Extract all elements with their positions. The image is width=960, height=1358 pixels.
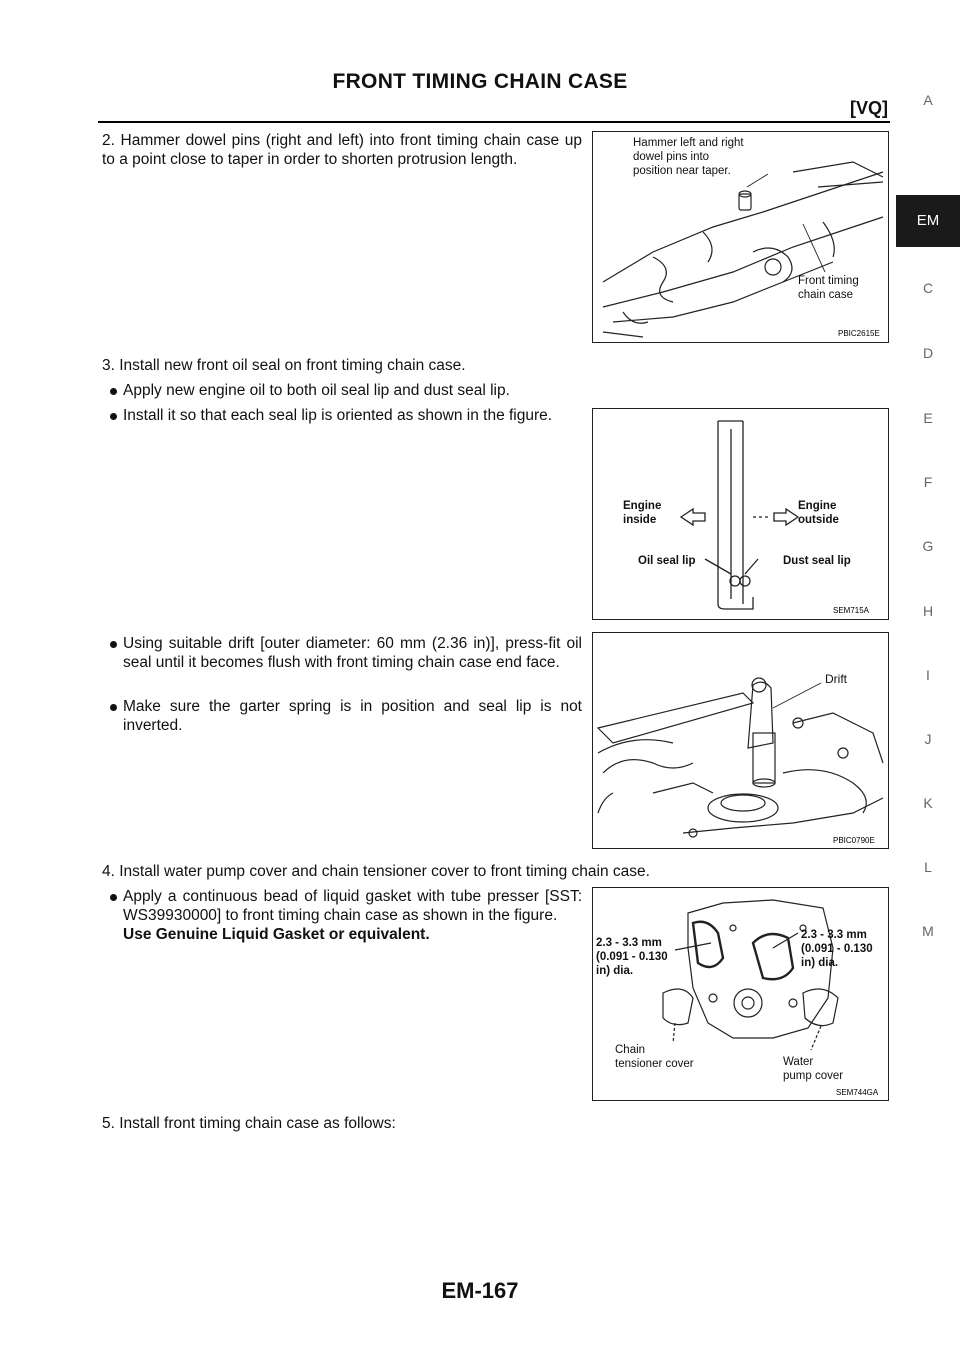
step-3-bullet-4: Make sure the garter spring is in position and seal lip is not inverted. (110, 697, 582, 735)
fig4-code: SEM744GA (836, 1088, 879, 1097)
fig2-engine-inside-1: Engine (623, 500, 662, 512)
fig2-engine-inside-2: inside (623, 514, 657, 526)
page-title: FRONT TIMING CHAIN CASE (332, 70, 628, 93)
tab-c[interactable]: C (922, 280, 934, 296)
fig2-engine-outside-2: outside (798, 514, 839, 526)
page-number: EM-167 (441, 1278, 519, 1303)
step-2-text: 2. Hammer dowel pins (right and left) into front timing chain case up to a point close to taper in order to shorten protrusion length. (102, 132, 582, 168)
fig4-water-2: pump cover (783, 1070, 844, 1082)
fig1-label-b: dowel pins into (633, 151, 710, 163)
dowel-pins-illustration (593, 132, 888, 342)
fig2-code: SEM715A (833, 606, 870, 615)
fig3-code: PBIC0790E (833, 836, 875, 845)
fig4-dim-left-2: (0.091 - 0.130 (596, 951, 668, 963)
liquid-gasket-note: Use Genuine Liquid Gasket or equivalent. (123, 926, 430, 943)
tab-i[interactable]: I (926, 667, 930, 683)
header-divider (98, 121, 890, 123)
figure-seal-lip (592, 408, 889, 620)
step-4-bullet-1: Apply a continuous bead of liquid gasket with tube presser [SST: WS39930000] to front timing chain case as shown in the figure. Use Genuine Liquid Gasket or equivalent. (110, 887, 582, 944)
fig1-label-d: Front timing (798, 275, 859, 287)
seal-lip-diagram (593, 409, 888, 619)
figure-dowel-pins (592, 131, 889, 343)
bullet-dot (110, 704, 117, 711)
fig3-drift-label: Drift (825, 672, 847, 686)
tab-em[interactable]: EM (896, 195, 960, 247)
section-index-tabs (896, 0, 960, 1358)
bullet-dot (110, 388, 117, 395)
bullet-dot (110, 413, 117, 420)
fig1-label-a: Hammer left and right (633, 137, 744, 149)
step-4-text: 4. Install water pump cover and chain tensioner cover to front timing chain case. (102, 863, 650, 880)
fig4-chain-2: tensioner cover (615, 1058, 694, 1070)
tab-k[interactable]: K (923, 795, 933, 811)
tab-j[interactable]: J (924, 731, 932, 747)
fig4-dim-left-1: 2.3 - 3.3 mm (596, 937, 662, 949)
tab-d[interactable]: D (922, 345, 934, 361)
fig1-code: PBIC2615E (838, 329, 880, 338)
tab-a[interactable]: A (923, 92, 933, 108)
drift-press-illustration (593, 633, 888, 848)
tab-m[interactable]: M (922, 923, 934, 939)
bullet-dot (110, 641, 117, 648)
figure-drift-press (592, 632, 889, 849)
bullet-dot (110, 894, 117, 901)
tab-f[interactable]: F (923, 474, 933, 490)
fig4-chain-1: Chain (615, 1044, 646, 1056)
fig2-oil-seal-lip: Oil seal lip (638, 555, 696, 567)
tab-g[interactable]: G (922, 538, 934, 554)
section-tag: [VQ] (850, 98, 888, 118)
step-3-text: 3. Install new front oil seal on front timing chain case. (102, 357, 466, 374)
fig4-dim-right-3: in) dia. (801, 957, 839, 969)
fig4-water-1: Water (783, 1056, 814, 1068)
liquid-gasket-diagram (593, 888, 888, 1100)
tab-l[interactable]: L (924, 859, 932, 875)
fig4-dim-right-2: (0.091 - 0.130 (801, 943, 873, 955)
fig1-label-e: chain case (798, 289, 853, 301)
step-3-bullet-3: Using suitable drift [outer diameter: 60 mm (2.36 in)], press-fit oil seal until it becomes flush with front timing chain case end face. (110, 634, 582, 672)
fig2-engine-outside-1: Engine (798, 500, 837, 512)
fig2-dust-seal-lip: Dust seal lip (783, 555, 851, 567)
step-3-bullet-2: Install it so that each seal lip is oriented as shown in the figure. (110, 406, 582, 425)
fig1-label-c: position near taper. (633, 165, 731, 177)
figure-liquid-gasket (592, 887, 889, 1101)
step-5-text: 5. Install front timing chain case as follows: (102, 1115, 396, 1132)
fig4-dim-left-3: in) dia. (596, 965, 634, 977)
step-3-bullet-1: Apply new engine oil to both oil seal lip and dust seal lip. (110, 381, 582, 400)
tab-h[interactable]: H (922, 603, 934, 619)
tab-e[interactable]: E (923, 410, 933, 426)
fig4-dim-right-1: 2.3 - 3.3 mm (801, 929, 867, 941)
